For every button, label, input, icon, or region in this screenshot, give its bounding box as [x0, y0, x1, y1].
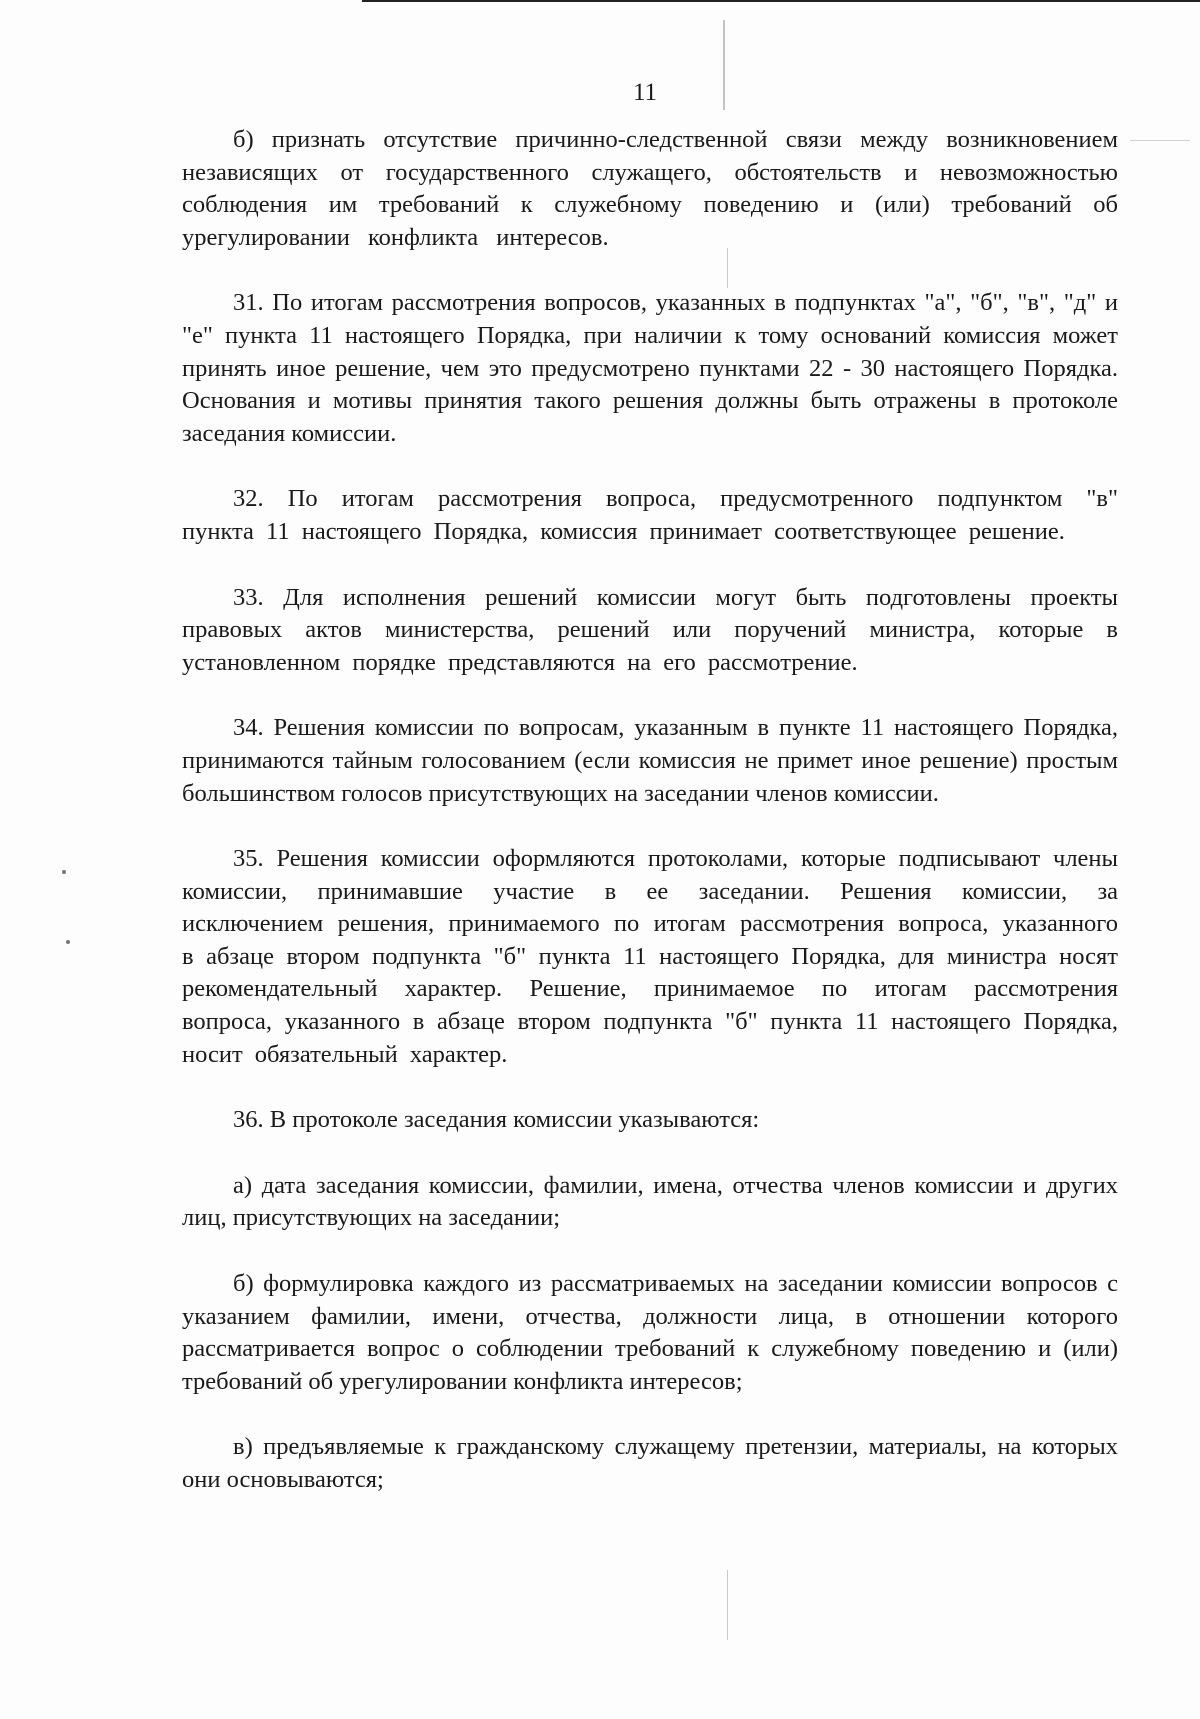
list-item-a: а) дата заседания комиссии, фамилии, имена, отчества членов комиссии и других лиц, присутствующих на заседании; — [182, 1171, 1118, 1232]
scan-artifact — [62, 870, 66, 874]
paragraph-33: 33. Для исполнения решений комиссии могут быть подготовлены проекты правовых актов министерства, решений или поручений министра, которые в установленном порядке представляются на его рассмотрение. — [182, 583, 1118, 676]
list-item-b: б) формулировка каждого из рассматриваемых на заседании комиссии вопросов с указанием фамилии, имени, отчества, должности лица, в отношении которого рассматривается вопрос о соблюдении требований к служебному поведению и (или) требований об урегулировании конфликта интересов; — [182, 1270, 1118, 1395]
page-number: 11 — [632, 79, 658, 106]
list-item-v: в) предъявляемые к гражданскому служащему претензии, материалы, на которых они основываются; — [182, 1433, 1118, 1493]
document-body — [182, 124, 1118, 1530]
paragraph-b-recognize-absence: б) признать отсутствие причинно-следственной связи между возникновением независящих от государственного служащего, обстоятельств и невозможностью соблюдения им требований к служебному поведению и (или) требований об урегулировании конфликта интересов. — [182, 126, 1118, 251]
paragraph-34: 34. Решения комиссии по вопросам, указанным в пункте 11 настоящего Порядка, принимаются тайным голосованием (если комиссия не примет иное решение) простым большинством голосов присутствующих на заседании членов комиссии. — [182, 714, 1118, 807]
paragraph-31: 31. По итогам рассмотрения вопросов, указанных в подпунктах "а", "б", "в", "д" и "е" пункта 11 настоящего Порядка, при наличии к тому оснований комиссия может принять иное решение, чем это предусмотрено пунктами 22 - 30 настоящего Порядка. Основания и мотивы принятия такого решения должны быть отражены в протоколе заседания комиссии. — [182, 289, 1118, 447]
top-border-line — [362, 0, 1200, 2]
scan-artifact — [66, 940, 70, 944]
paragraph-36: 36. В протоколе заседания комиссии указываются: — [233, 1106, 760, 1134]
paragraph-35: 35. Решения комиссии оформляются протоколами, которые подписывают члены комиссии, принимавшие участие в ее заседании. Решения комиссии, за исключением решения, принимаемого по итогам рассмотрения вопроса, указанного в абзаце втором подпункта "б" пункта 11 настоящего Порядка, для министра носят рекомендательный характер. Решение, принимаемое по итогам рассмотрения вопроса, указанного в абзаце втором подпункта "б" пункта 11 настоящего Порядка, носит обязательный характер. — [182, 845, 1118, 1068]
paragraph-32: 32. По итогам рассмотрения вопроса, предусмотренного подпунктом "в" пункта 11 настоящего Порядка, комиссия принимает соответствующее решение. — [182, 485, 1118, 545]
scan-artifact — [1130, 140, 1190, 141]
scan-artifact — [727, 1570, 728, 1640]
